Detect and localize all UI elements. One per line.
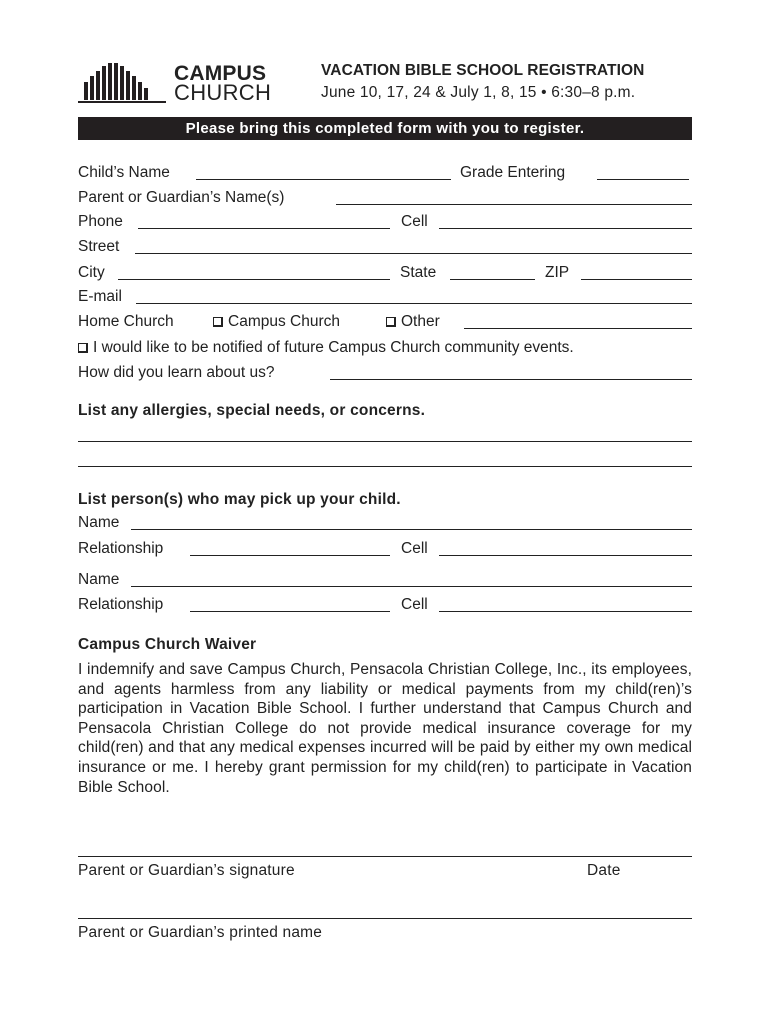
cell-field[interactable] [439, 228, 692, 229]
parent-name-field[interactable] [336, 204, 692, 205]
email-field[interactable] [136, 303, 692, 304]
city-field[interactable] [118, 279, 390, 280]
church-buildings-icon [78, 60, 168, 106]
row-email [78, 288, 692, 308]
pickup-relationship-label: Relationship [78, 596, 164, 613]
pickup-name-label: Name [78, 571, 120, 588]
logo-line-2: CHURCH [174, 80, 272, 105]
date-label: Date [587, 862, 621, 879]
row-pickup-name-2 [78, 571, 692, 591]
street-label: Street [78, 238, 120, 255]
allergies-line-1[interactable] [78, 441, 692, 442]
pickup-relationship-label: Relationship [78, 540, 164, 557]
pickup-name-label: Name [78, 514, 120, 531]
allergies-heading: List any allergies, special needs, or concerns. [78, 402, 426, 419]
allergies-line-2[interactable] [78, 466, 692, 467]
child-name-field[interactable] [196, 179, 451, 180]
zip-field[interactable] [581, 279, 692, 280]
pickup-name-field-1[interactable] [131, 529, 692, 530]
pickup-relationship-field-2[interactable] [190, 611, 390, 612]
logo-line-1: CAMPUS [174, 62, 267, 85]
row-city [78, 264, 692, 284]
campus-church-logo [78, 60, 288, 106]
phone-field[interactable] [138, 228, 390, 229]
pickup-name-field-2[interactable] [131, 586, 692, 587]
checkbox-icon[interactable] [386, 317, 396, 327]
cell-label: Cell [401, 213, 428, 230]
email-label: E-mail [78, 288, 122, 305]
campus-church-option-label: Campus Church [228, 313, 340, 330]
printed-name-line[interactable] [78, 918, 692, 919]
other-option-label: Other [401, 313, 440, 330]
row-pickup-relationship-1 [78, 540, 692, 560]
row-street [78, 238, 692, 258]
pickup-heading: List person(s) who may pick up your child. [78, 491, 401, 508]
phone-label: Phone [78, 213, 123, 230]
child-name-label: Child’s Name [78, 164, 170, 181]
instruction-banner: Please bring this completed form with you to register. [78, 117, 692, 140]
street-field[interactable] [135, 253, 692, 254]
other-option[interactable] [386, 313, 440, 331]
city-label: City [78, 264, 105, 281]
home-church-label: Home Church [78, 313, 174, 330]
pickup-cell-label: Cell [401, 540, 428, 557]
row-notify [78, 339, 692, 359]
pickup-cell-label: Cell [401, 596, 428, 613]
grade-entering-field[interactable] [597, 179, 689, 180]
signature-label: Parent or Guardian’s signature [78, 862, 295, 879]
state-label: State [400, 264, 437, 281]
printed-name-label: Parent or Guardian’s printed name [78, 924, 323, 941]
pickup-relationship-field-1[interactable] [190, 555, 390, 556]
how-learn-label: How did you learn about us? [78, 364, 275, 381]
how-learn-field[interactable] [330, 379, 692, 380]
form-title: VACATION BIBLE SCHOOL REGISTRATION [321, 62, 645, 79]
row-phone [78, 213, 692, 233]
zip-label: ZIP [545, 264, 570, 281]
row-pickup-name-1 [78, 514, 692, 534]
campus-church-option[interactable] [213, 313, 340, 331]
pickup-cell-field-2[interactable] [439, 611, 692, 612]
checkbox-icon[interactable] [213, 317, 223, 327]
row-parent-name [78, 189, 692, 209]
signature-line[interactable] [78, 856, 692, 857]
grade-entering-label: Grade Entering [460, 164, 566, 181]
row-home-church [78, 313, 692, 333]
parent-name-label: Parent or Guardian’s Name(s) [78, 189, 285, 206]
waiver-text: I indemnify and save Campus Church, Pensacola Christian College, Inc., its employees, and agents harmless from any liability or medical payments from my child(ren)’s participation in Vacation Bible School. I further understand that Campus Church and Pensacola Christian College do not provide medical insurance coverage for my child(ren) and that any medical expenses incurred will be paid by either my own medical insurance or me. I hereby grant permission for my child(ren) to participate in Vacation Bible School. [78, 661, 692, 796]
row-pickup-relationship-2 [78, 596, 692, 616]
event-dates: June 10, 17, 24 & July 1, 8, 15 • 6:30–8 p.m. [321, 84, 636, 101]
state-field[interactable] [450, 279, 535, 280]
notify-option-label: I would like to be notified of future Campus Church community events. [93, 339, 574, 356]
waiver-heading: Campus Church Waiver [78, 636, 257, 653]
other-church-field[interactable] [464, 328, 692, 329]
notify-option[interactable] [78, 339, 574, 357]
row-child-name [78, 164, 692, 184]
pickup-cell-field-1[interactable] [439, 555, 692, 556]
row-how-learn [78, 364, 692, 384]
checkbox-icon[interactable] [78, 343, 88, 353]
